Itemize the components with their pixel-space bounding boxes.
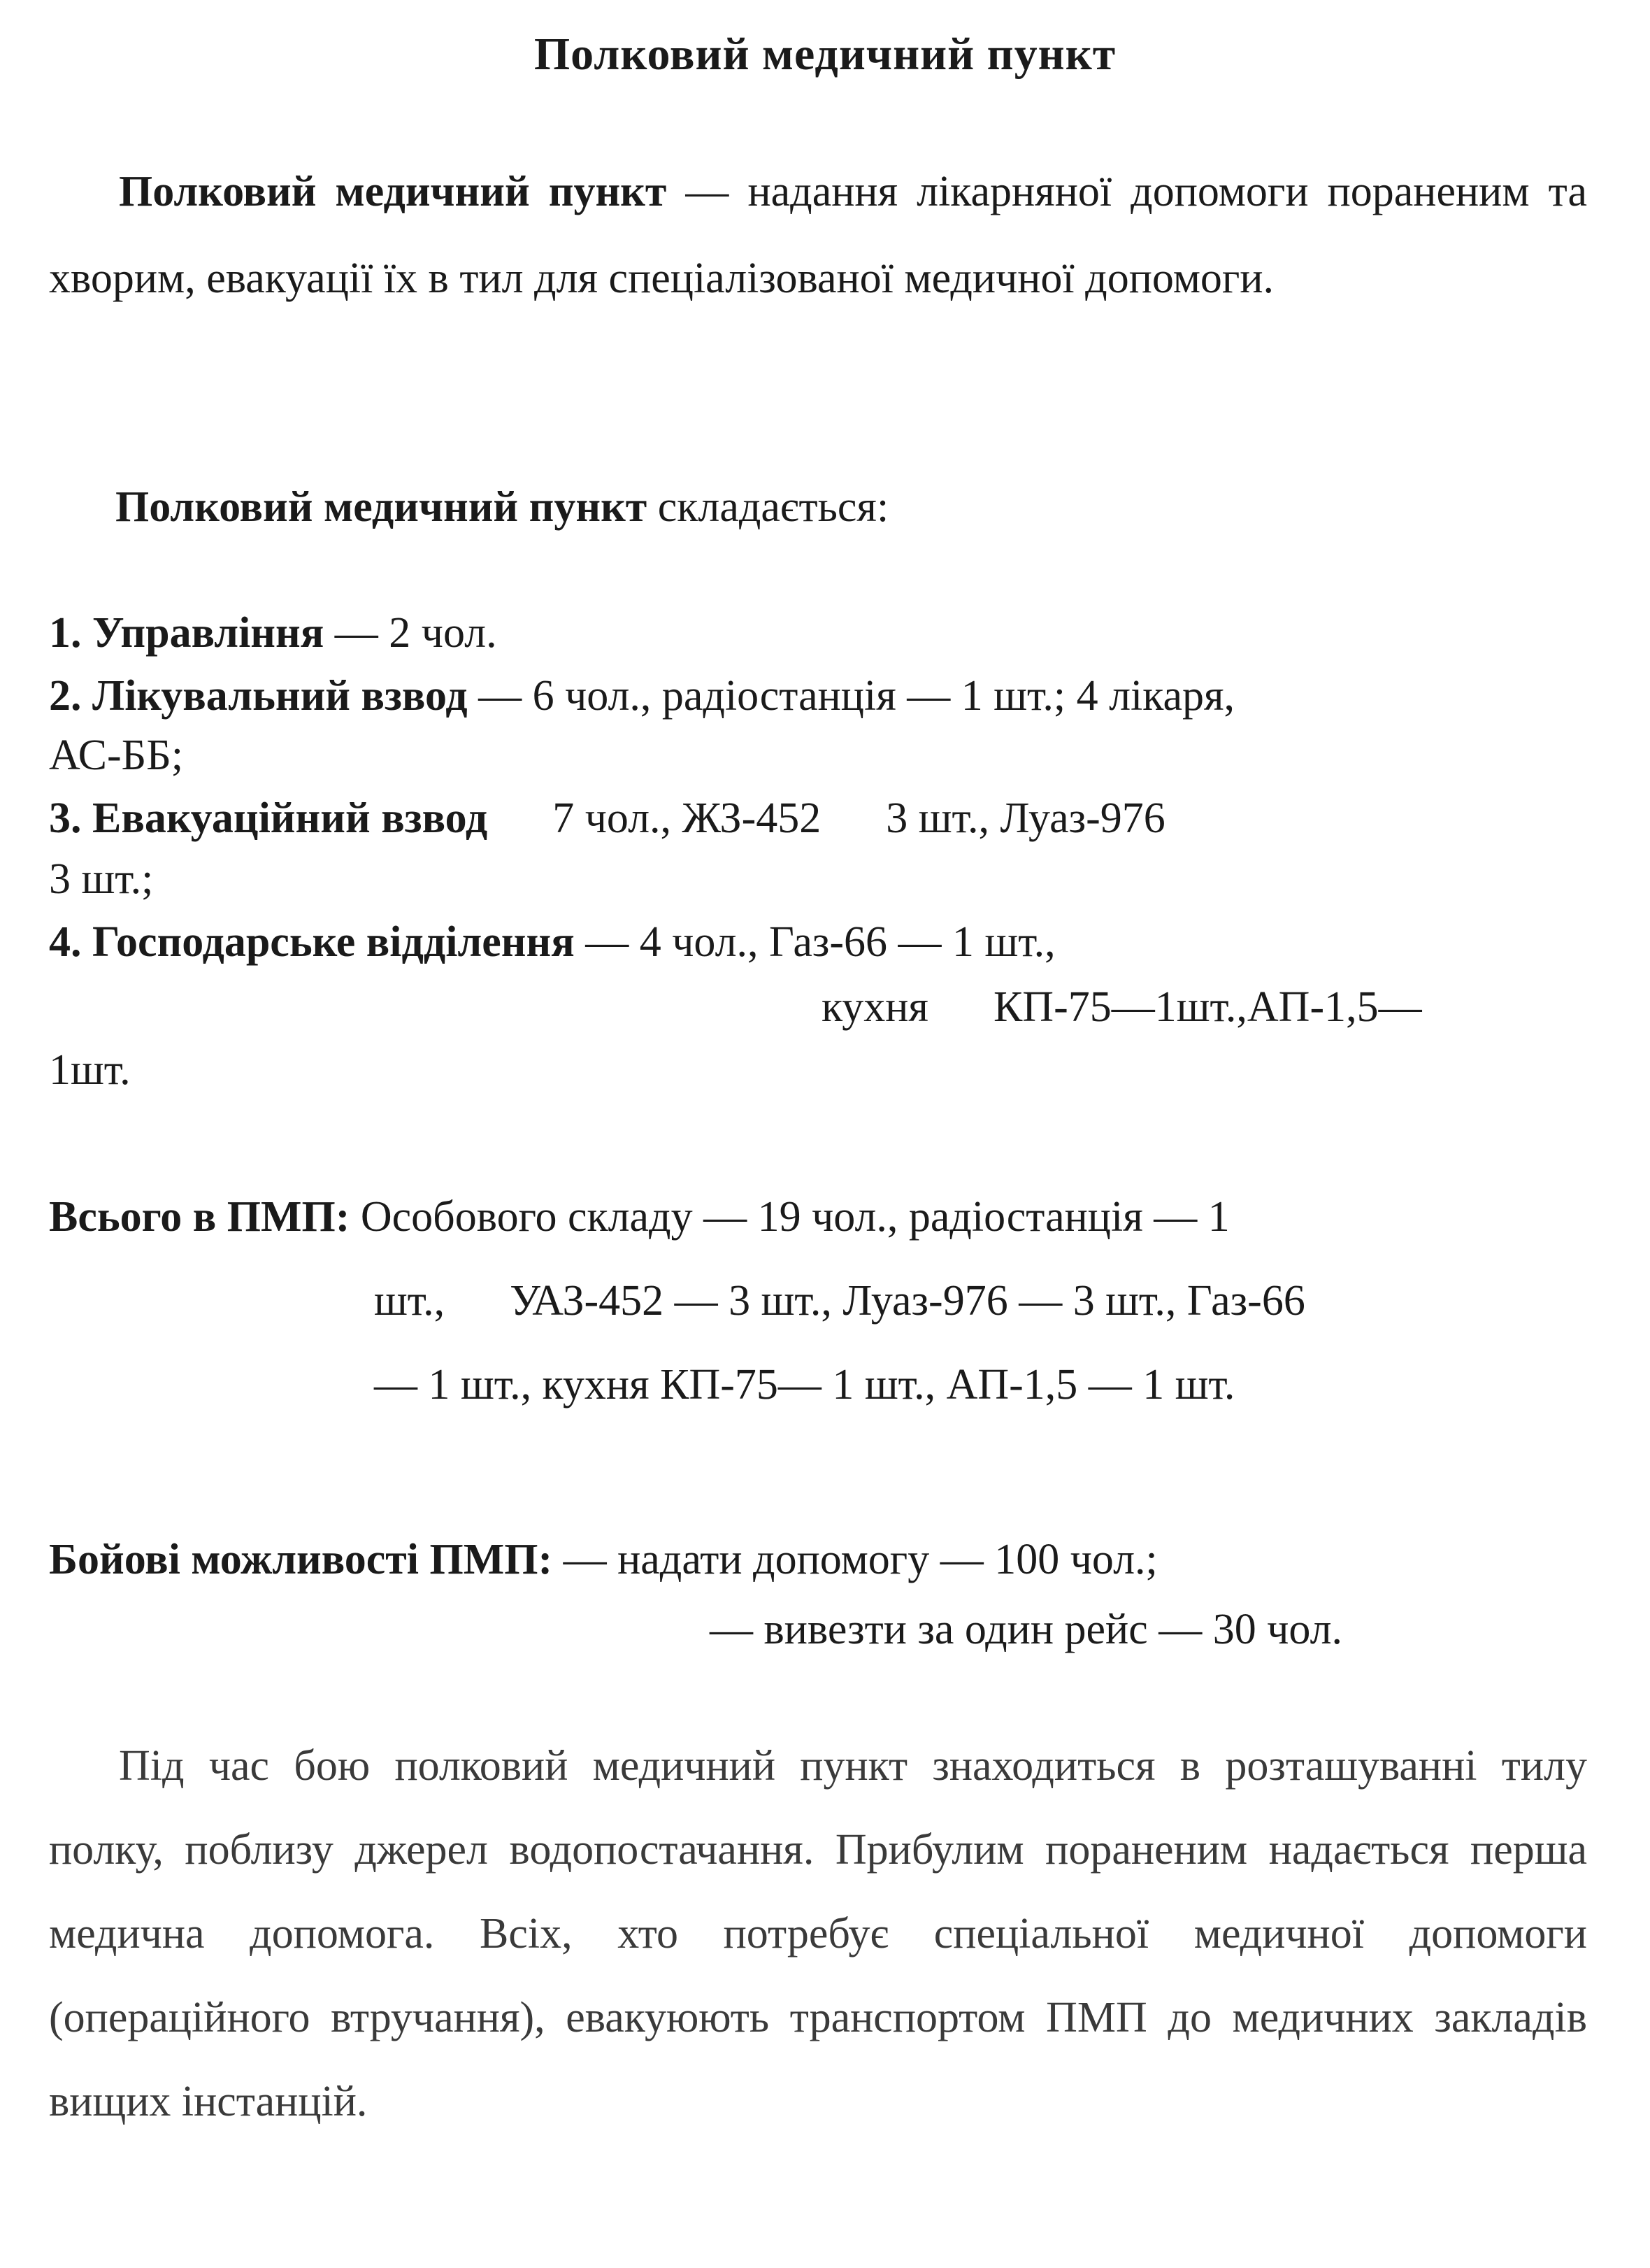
composition-text: складається: [647, 483, 889, 531]
unit-3-details: 7 чол., ЖЗ-452 3 шт., Луаз-976 [487, 794, 1165, 842]
capabilities-label: Бойові можливості ПМП: [49, 1536, 553, 1583]
capabilities-line-2: — вивезти за один рейс — 30 чол. [710, 1606, 1343, 1653]
unit-3-cont: 3 шт.; [49, 855, 154, 903]
unit-4-cont: 1шт. [49, 1046, 131, 1094]
unit-4-kitchen: кухня КП-75—1шт.,АП-1,5— [822, 983, 1422, 1031]
intro-term: Полковий медичний пункт [119, 168, 667, 215]
unit-1-name: 1. Управління [49, 609, 324, 657]
unit-4-name: 4. Господарське відділення [49, 918, 575, 966]
unit-2-cont: АС-ББ; [49, 732, 184, 779]
page-title: Полковий медичний пункт [533, 29, 1117, 80]
total-line-1 [49, 1185, 1230, 1248]
total-line-3: — 1 шт., кухня КП-75— 1 шт., АП-1,5 — 1 шт. [374, 1361, 1235, 1408]
unit-3-name: 3. Евакуаційний взвод [49, 794, 488, 842]
unit-4 [49, 911, 1056, 973]
capabilities-aid: — надати допомогу — 100 чол.; [552, 1536, 1158, 1583]
composition-heading [115, 476, 889, 539]
total-personnel: Особового складу — 19 чол., радіостанція — 1 [350, 1193, 1230, 1241]
total-label: Всього в ПМП: [49, 1193, 350, 1241]
closing-paragraph: Під час бою полковий медичний пункт знаходиться в розташуванні тилу полку, поблизу джерел водопостачання. Прибулим пораненим надається перша медична допомога. Всіх, хто потребує спеціальної медичної допомоги (операційного втручання), евакуюють транспортом ПМП до медичних закладів вищих інстанцій. [49, 1742, 1587, 2125]
unit-1-details: — 2 чол. [324, 609, 497, 657]
unit-1 [49, 601, 497, 664]
unit-2-name: 2. Лікувальний взвод [49, 672, 468, 720]
unit-2-details: — 6 чол., радіостанція — 1 шт.; 4 лікаря, [467, 672, 1235, 720]
unit-3 [49, 787, 1165, 850]
total-line-2: шт., УАЗ-452 — 3 шт., Луаз-976 — 3 шт., Газ-66 [374, 1277, 1305, 1325]
intro-text: — надання лікарняної допомоги пораненим та хворим, евакуації їх в тил для спеціалізованої медичної допомоги. [49, 168, 1587, 302]
composition-term: Полковий медичний пункт [115, 483, 647, 531]
capabilities-line-1 [49, 1528, 1158, 1591]
unit-4-details: — 4 чол., Газ-66 — 1 шт., [574, 918, 1056, 966]
intro-paragraph [49, 148, 1587, 322]
unit-2 [49, 664, 1235, 727]
